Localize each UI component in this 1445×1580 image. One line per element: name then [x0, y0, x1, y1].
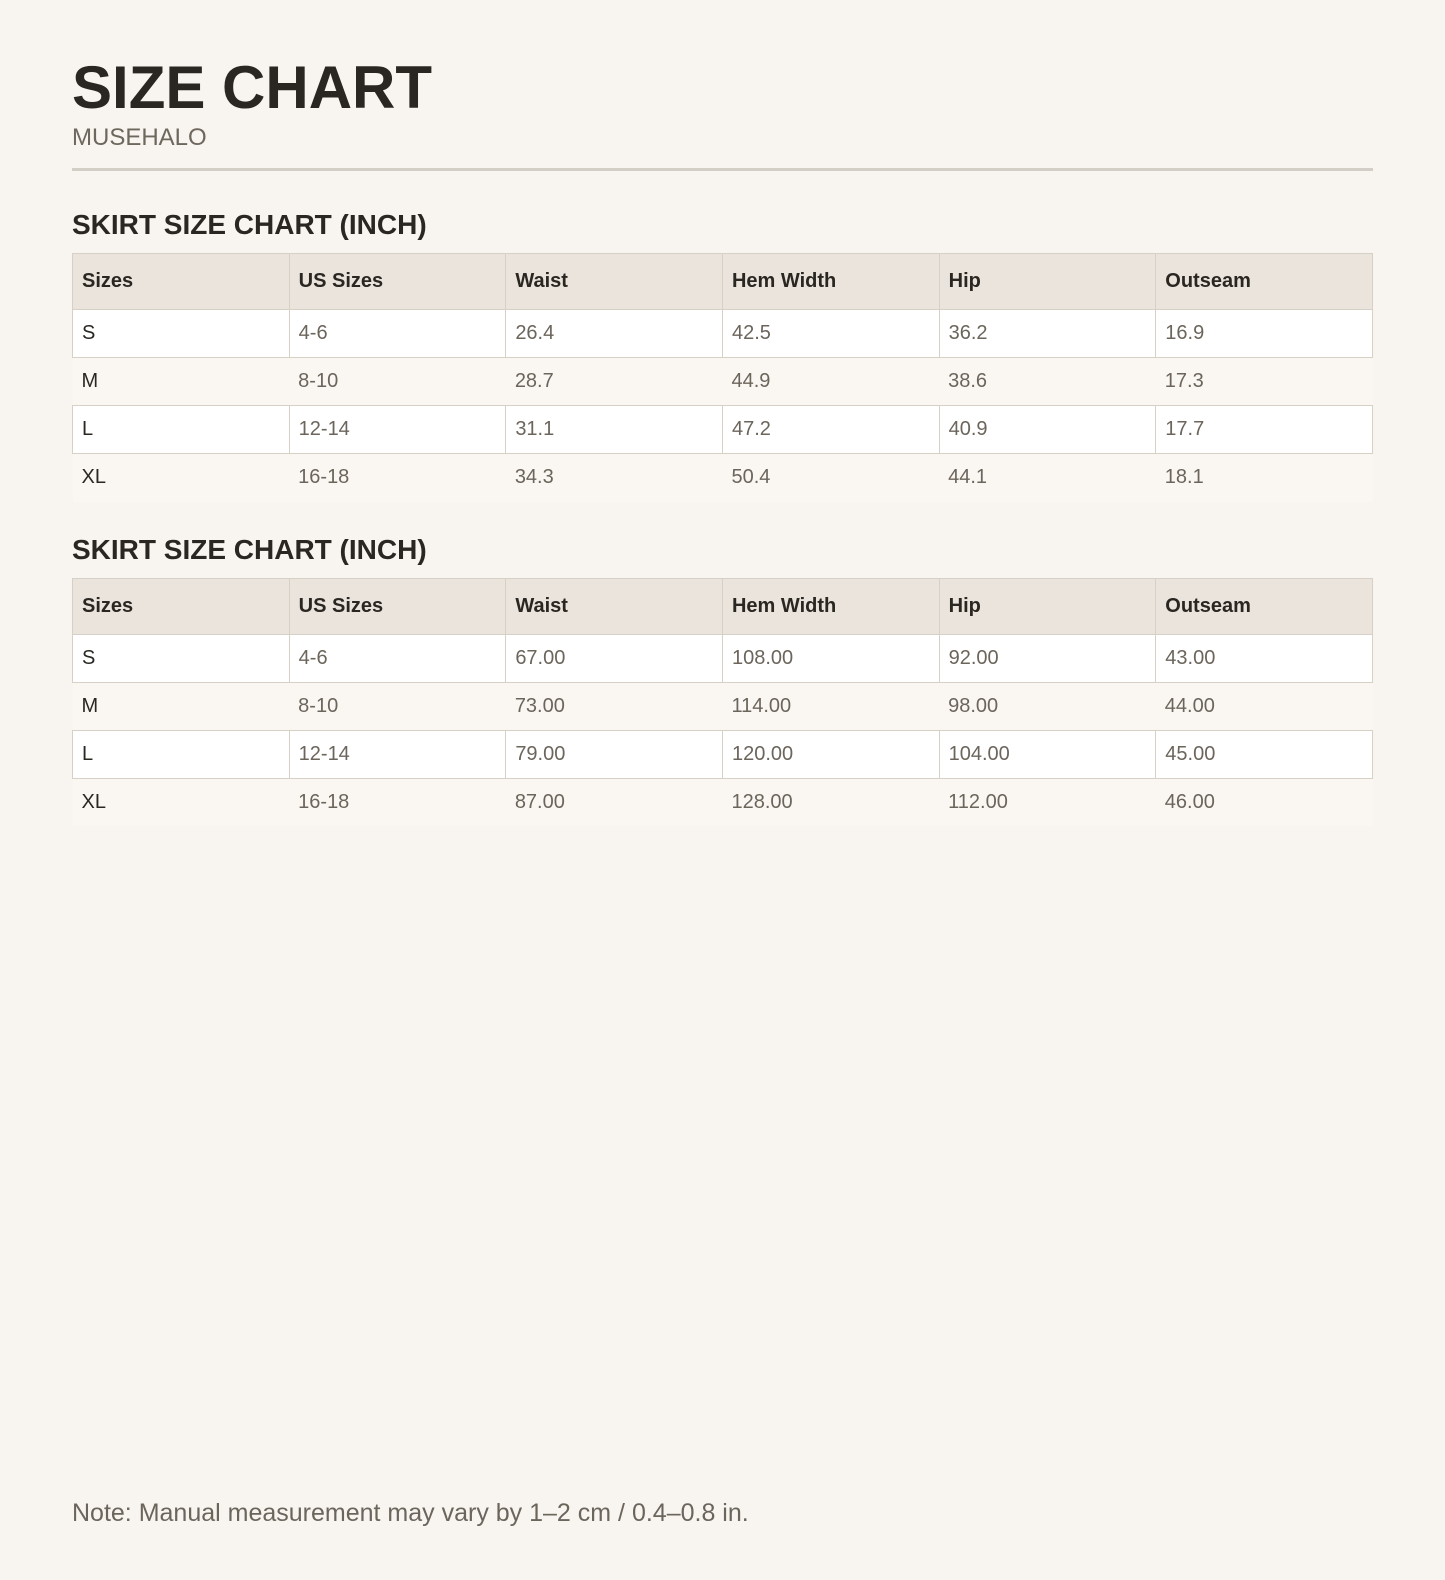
- table-cell: M: [73, 682, 290, 730]
- table-cell: 120.00: [722, 730, 939, 778]
- table-cell: 50.4: [722, 454, 939, 502]
- table-cell: 43.00: [1156, 634, 1373, 682]
- column-header-hem-width: Hem Width: [722, 578, 939, 634]
- column-header-sizes: Sizes: [73, 578, 290, 634]
- table-cell: 12-14: [289, 730, 506, 778]
- section-title-second: SKIRT SIZE CHART (INCH): [72, 533, 427, 565]
- table-cell: 8-10: [289, 358, 506, 406]
- table-cell: 46.00: [1156, 778, 1373, 826]
- table-cell: L: [73, 730, 290, 778]
- table-cell: 108.00: [722, 634, 939, 682]
- table-cell: M: [73, 358, 290, 406]
- column-header-waist: Waist: [506, 578, 723, 634]
- table-cell: 8-10: [289, 682, 506, 730]
- table-cell: 73.00: [506, 682, 723, 730]
- measurement-note: Note: Manual measurement may vary by 1–2 cm / 0.4–0.8 in.: [72, 1499, 749, 1527]
- table-cell: 44.1: [939, 454, 1156, 502]
- table-cell: 40.9: [939, 406, 1156, 454]
- table-row: [73, 310, 1373, 358]
- table-cell: 28.7: [506, 358, 723, 406]
- table-cell: 17.3: [1156, 358, 1373, 406]
- column-header-hem-width: Hem Width: [722, 254, 939, 310]
- table-cell: XL: [73, 454, 290, 502]
- table-cell: 18.1: [1156, 454, 1373, 502]
- table-cell: 26.4: [506, 310, 723, 358]
- column-header-outseam: Outseam: [1156, 578, 1373, 634]
- table-row: [73, 358, 1373, 406]
- table-cell: 42.5: [722, 310, 939, 358]
- table-cell: 112.00: [939, 778, 1156, 826]
- column-header-sizes: Sizes: [73, 254, 290, 310]
- table-row: [73, 730, 1373, 778]
- table-cell: 31.1: [506, 406, 723, 454]
- column-header-us-sizes: US Sizes: [289, 254, 506, 310]
- table-cell: 44.00: [1156, 682, 1373, 730]
- brand-name: MUSEHALO: [72, 124, 207, 151]
- table-header-row: [73, 578, 1373, 634]
- table-row: [73, 778, 1373, 826]
- section-title-inch: SKIRT SIZE CHART (INCH): [72, 209, 427, 240]
- table-cell: 16.9: [1156, 310, 1373, 358]
- table-row: [73, 634, 1373, 682]
- size-table-1: [72, 253, 1373, 502]
- column-header-hip: Hip: [939, 254, 1156, 310]
- column-header-waist: Waist: [506, 254, 723, 310]
- table-cell: 38.6: [939, 358, 1156, 406]
- table-cell: 4-6: [289, 310, 506, 358]
- table-cell: 34.3: [506, 454, 723, 502]
- table-cell: 12-14: [289, 406, 506, 454]
- size-table-2: [72, 578, 1373, 827]
- table-cell: S: [73, 634, 290, 682]
- table-cell: 79.00: [506, 730, 723, 778]
- table-header-row: [73, 254, 1373, 310]
- table-cell: 16-18: [289, 454, 506, 502]
- page-title: SIZE CHART: [72, 54, 432, 121]
- table-cell: 47.2: [722, 406, 939, 454]
- table-cell: 98.00: [939, 682, 1156, 730]
- table-cell: 17.7: [1156, 406, 1373, 454]
- table-cell: L: [73, 406, 290, 454]
- table-cell: 44.9: [722, 358, 939, 406]
- table-cell: 36.2: [939, 310, 1156, 358]
- table-cell: 16-18: [289, 778, 506, 826]
- table-cell: 4-6: [289, 634, 506, 682]
- table-cell: 104.00: [939, 730, 1156, 778]
- table-cell: 128.00: [722, 778, 939, 826]
- table-row: [73, 682, 1373, 730]
- header-divider: [72, 168, 1373, 171]
- table-cell: 45.00: [1156, 730, 1373, 778]
- table-cell: 87.00: [506, 778, 723, 826]
- column-header-hip: Hip: [939, 578, 1156, 634]
- table-row: [73, 406, 1373, 454]
- table-cell: 67.00: [506, 634, 723, 682]
- column-header-us-sizes: US Sizes: [289, 578, 506, 634]
- column-header-outseam: Outseam: [1156, 254, 1373, 310]
- table-row: [73, 454, 1373, 502]
- table-cell: 92.00: [939, 634, 1156, 682]
- table-cell: 114.00: [722, 682, 939, 730]
- table-cell: S: [73, 310, 290, 358]
- table-cell: XL: [73, 778, 290, 826]
